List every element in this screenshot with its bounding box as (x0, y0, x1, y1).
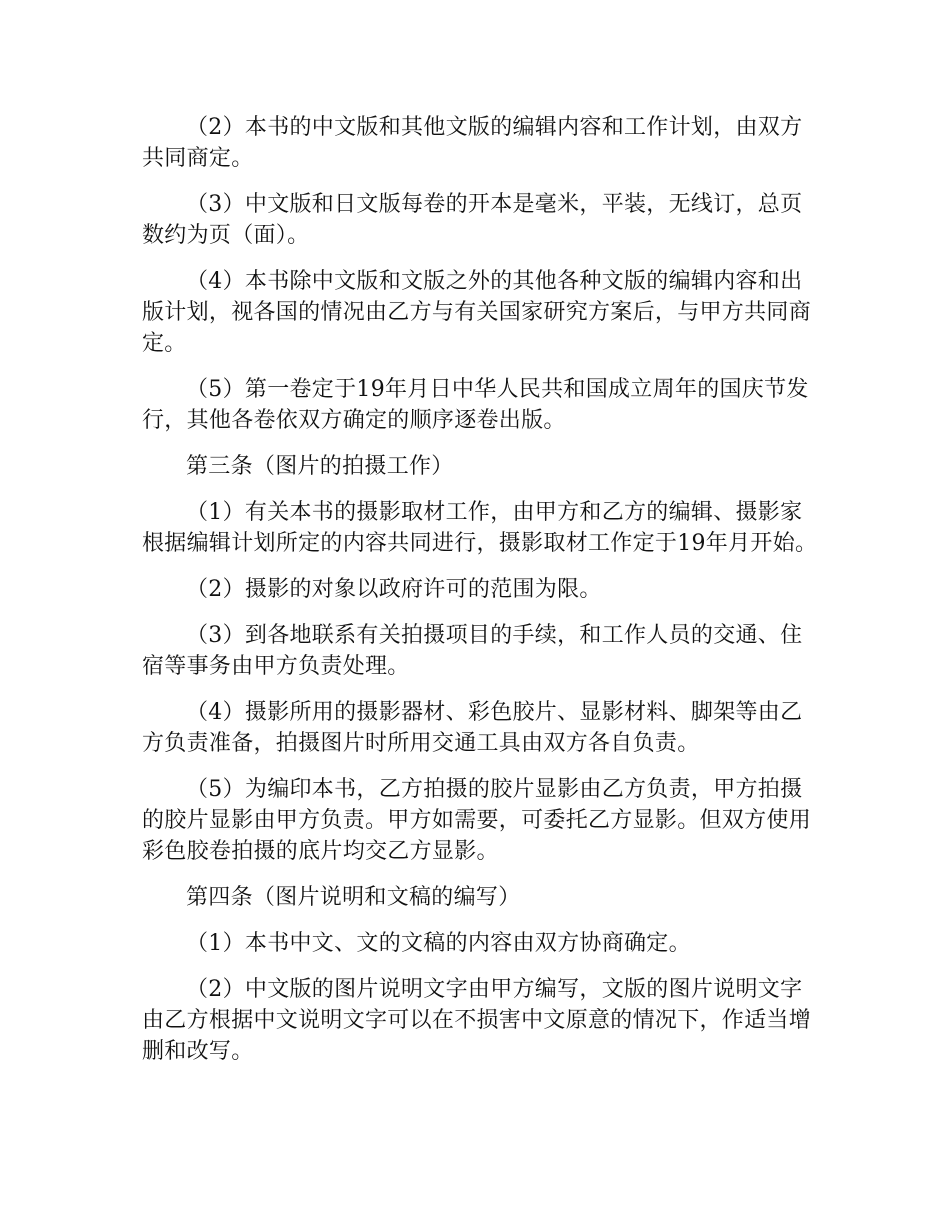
clause-2-5: （5）第一卷定于19年月日中华人民共和国成立周年的国庆节发行，其他各卷依双方确定的顺序逐卷出版。 (142, 377, 809, 433)
clause-2-4: （4）本书除中文版和文版之外的其他各种文版的编辑内容和出版计划，视各国的情况由乙方与有关国家研究方案后，与甲方共同商定。 (142, 269, 812, 356)
clause-3-1: （1）有关本书的摄影取材工作，由甲方和乙方的编辑、摄影家根据编辑计划所定的内容共同进行，摄影取材工作定于19年月开始。 (142, 500, 818, 556)
clause-3-2: （2）摄影的对象以政府许可的范围为限。 (186, 577, 602, 602)
article-3-heading: 第三条（图片的拍摄工作） (186, 454, 454, 479)
clause-3-4: （4）摄影所用的摄影器材、彩色胶片、显影材料、脚架等由乙方负责准备，拍摄图片时所用交通工具由双方各自负责。 (142, 700, 803, 756)
clause-2-2: （2）本书的中文版和其他文版的编辑内容和工作计划，由双方共同商定。 (142, 115, 803, 171)
article-4-heading: 第四条（图片说明和文稿的编写） (186, 885, 521, 910)
clause-2-3: （3）中文版和日文版每卷的开本是毫米，平装，无线订，总页数约为页（面）。 (142, 192, 803, 248)
clause-4-2: （2）中文版的图片说明文字由甲方编写，文版的图片说明文字由乙方根据中文说明文字可以在不损害中文原意的情况下，作适当增删和改写。 (142, 977, 812, 1064)
clause-4-1: （1）本书中文、文的文稿的内容由双方协商确定。 (186, 931, 691, 956)
document-body (142, 112, 822, 1082)
clause-3-3: （3）到各地联系有关拍摄项目的手续，和工作人员的交通、住宿等事务由甲方负责处理。 (142, 623, 803, 679)
clause-3-5: （5）为编印本书，乙方拍摄的胶片显影由乙方负责，甲方拍摄的胶片显影由甲方负责。甲方如需要，可委托乙方显影。但双方使用彩色胶卷拍摄的底片均交乙方显影。 (142, 777, 812, 864)
